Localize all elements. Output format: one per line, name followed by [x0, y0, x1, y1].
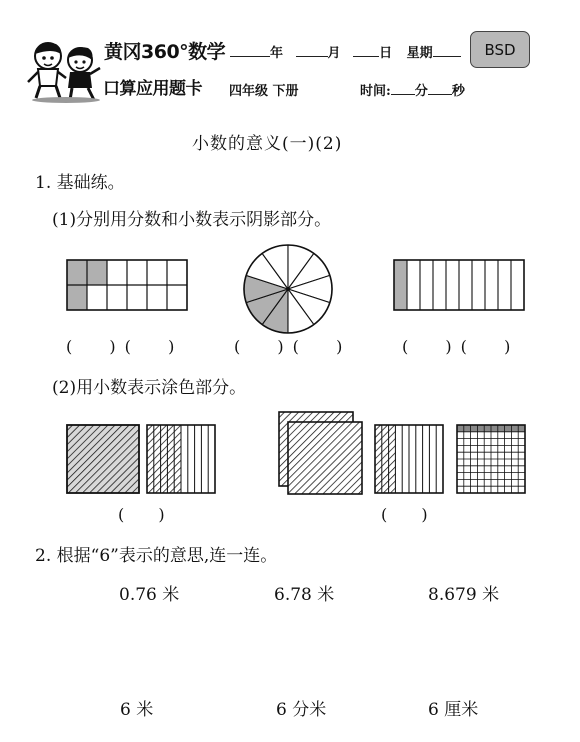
- figure-hundred-grid: [456, 424, 526, 494]
- kids-logo: [26, 38, 104, 104]
- second-blank[interactable]: [428, 80, 452, 95]
- figure-hatched-columns: [146, 424, 216, 494]
- day-label: 日: [379, 46, 393, 61]
- brand-subtitle: 口算应用题卡: [103, 79, 202, 99]
- lesson-title: 小数的意义(一)(2): [192, 134, 343, 154]
- month-blank[interactable]: [296, 42, 328, 57]
- section1-title: 1. 基础练。: [35, 173, 125, 193]
- figure-circle: [242, 243, 334, 335]
- figure-grid-rectangle: [66, 259, 188, 311]
- brand-title: 黄冈360°数学: [104, 41, 226, 63]
- grade-label: 四年级 下册: [229, 84, 299, 99]
- bottom-item-2[interactable]: 6 分米: [276, 700, 327, 720]
- bottom-item-1[interactable]: 6 米: [120, 700, 154, 720]
- section2-title: 2. 根据“6”表示的意思,连一连。: [35, 546, 278, 566]
- time-line: [360, 80, 465, 99]
- minute-label: 分: [414, 84, 428, 99]
- year-blank[interactable]: [230, 42, 270, 57]
- top-item-1[interactable]: 0.76 米: [119, 585, 180, 605]
- top-item-3[interactable]: 8.679 米: [428, 585, 500, 605]
- date-line: [230, 42, 461, 61]
- answer-blank-row2-left[interactable]: ( ): [118, 505, 173, 524]
- section1-part1: (1)分别用分数和小数表示阴影部分。: [52, 210, 332, 230]
- second-label: 秒: [451, 84, 465, 99]
- answer-blank-row2-right[interactable]: ( ): [381, 505, 436, 524]
- answer-blanks-columns[interactable]: ( )( ): [402, 337, 520, 356]
- edition-badge: BSD: [470, 31, 530, 68]
- bottom-item-3[interactable]: 6 厘米: [428, 700, 479, 720]
- answer-blanks-circle[interactable]: ( )( ): [234, 337, 352, 356]
- month-label: 月: [327, 46, 341, 61]
- year-label: 年: [270, 46, 284, 61]
- answer-blanks-grid[interactable]: ( )( ): [66, 337, 184, 356]
- figure-hatched-columns-2: [374, 424, 444, 494]
- time-label: 时间:: [360, 84, 391, 99]
- figure-hatched-square: [66, 424, 140, 494]
- section1-part2: (2)用小数表示涂色部分。: [52, 378, 247, 398]
- day-blank[interactable]: [353, 42, 379, 57]
- minute-blank[interactable]: [391, 80, 415, 95]
- figure-stacked-squares: [278, 411, 364, 497]
- top-item-2[interactable]: 6.78 米: [274, 585, 335, 605]
- weekday-blank[interactable]: [433, 42, 461, 57]
- figure-column-rectangle: [393, 259, 525, 311]
- weekday-label: 星期: [406, 46, 433, 61]
